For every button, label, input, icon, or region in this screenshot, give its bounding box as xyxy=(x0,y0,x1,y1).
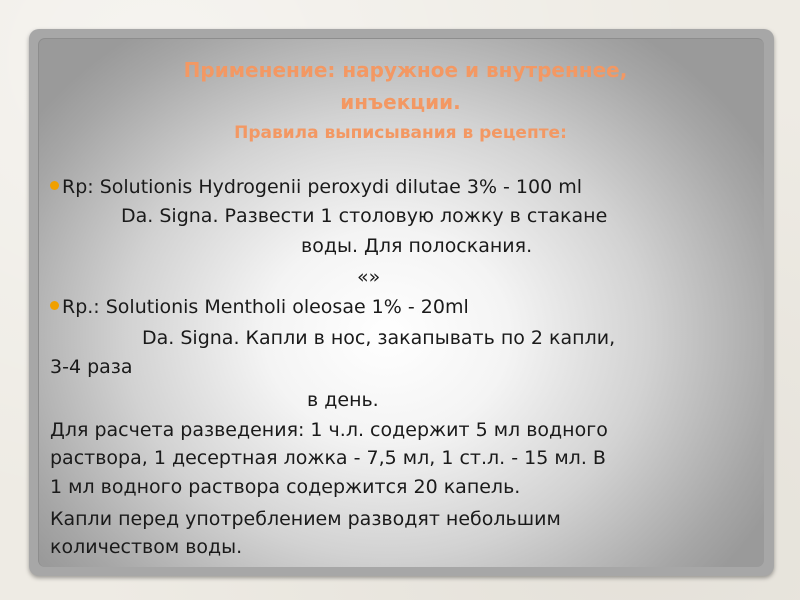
recipe-2-signa-continued-1: 3-4 раза xyxy=(50,356,133,378)
recipe-1-signa: Da. Signa. Развести 1 столовую ложку в стакане xyxy=(121,205,608,227)
note-line-5: количеством воды. xyxy=(50,536,243,558)
recipe-2-signa: Da. Signa. Капли в нос, закапывать по 2 капли, xyxy=(142,327,616,349)
slide-subtitle: Правила выписывания в рецепте: xyxy=(234,123,567,143)
recipe-1-rp-text: Rp: Solutionis Hydrogenii peroxydi dilutae 3% - 100 ml xyxy=(62,176,583,198)
slide-title-line-2: инъекции. xyxy=(340,90,461,114)
bullet-icon xyxy=(50,301,59,310)
note-line-2: раствора, 1 десертная ложка - 7,5 мл, 1 ст.л. - 15 мл. В xyxy=(50,447,606,469)
recipe-2-signa-continued-2: в день. xyxy=(307,389,379,411)
recipe-separator: «» xyxy=(357,266,381,288)
recipe-2-rp-text: Rp.: Solutionis Mentholi oleosae 1% - 20ml xyxy=(62,296,469,318)
recipe-2-rp-line xyxy=(50,296,469,318)
recipe-1-rp-line xyxy=(50,176,582,198)
bullet-icon xyxy=(50,181,59,190)
slide-title-line-1: Применение: наружное и внутреннее, xyxy=(183,58,628,82)
note-line-3: 1 мл водного раствора содержится 20 капель. xyxy=(50,476,521,498)
note-line-4: Капли перед употреблением разводят небольшим xyxy=(50,508,561,530)
recipe-1-signa-continued: воды. Для полоскания. xyxy=(301,235,533,257)
note-line-1: Для расчета разведения: 1 ч.л. содержит 5 мл водного xyxy=(50,419,608,441)
